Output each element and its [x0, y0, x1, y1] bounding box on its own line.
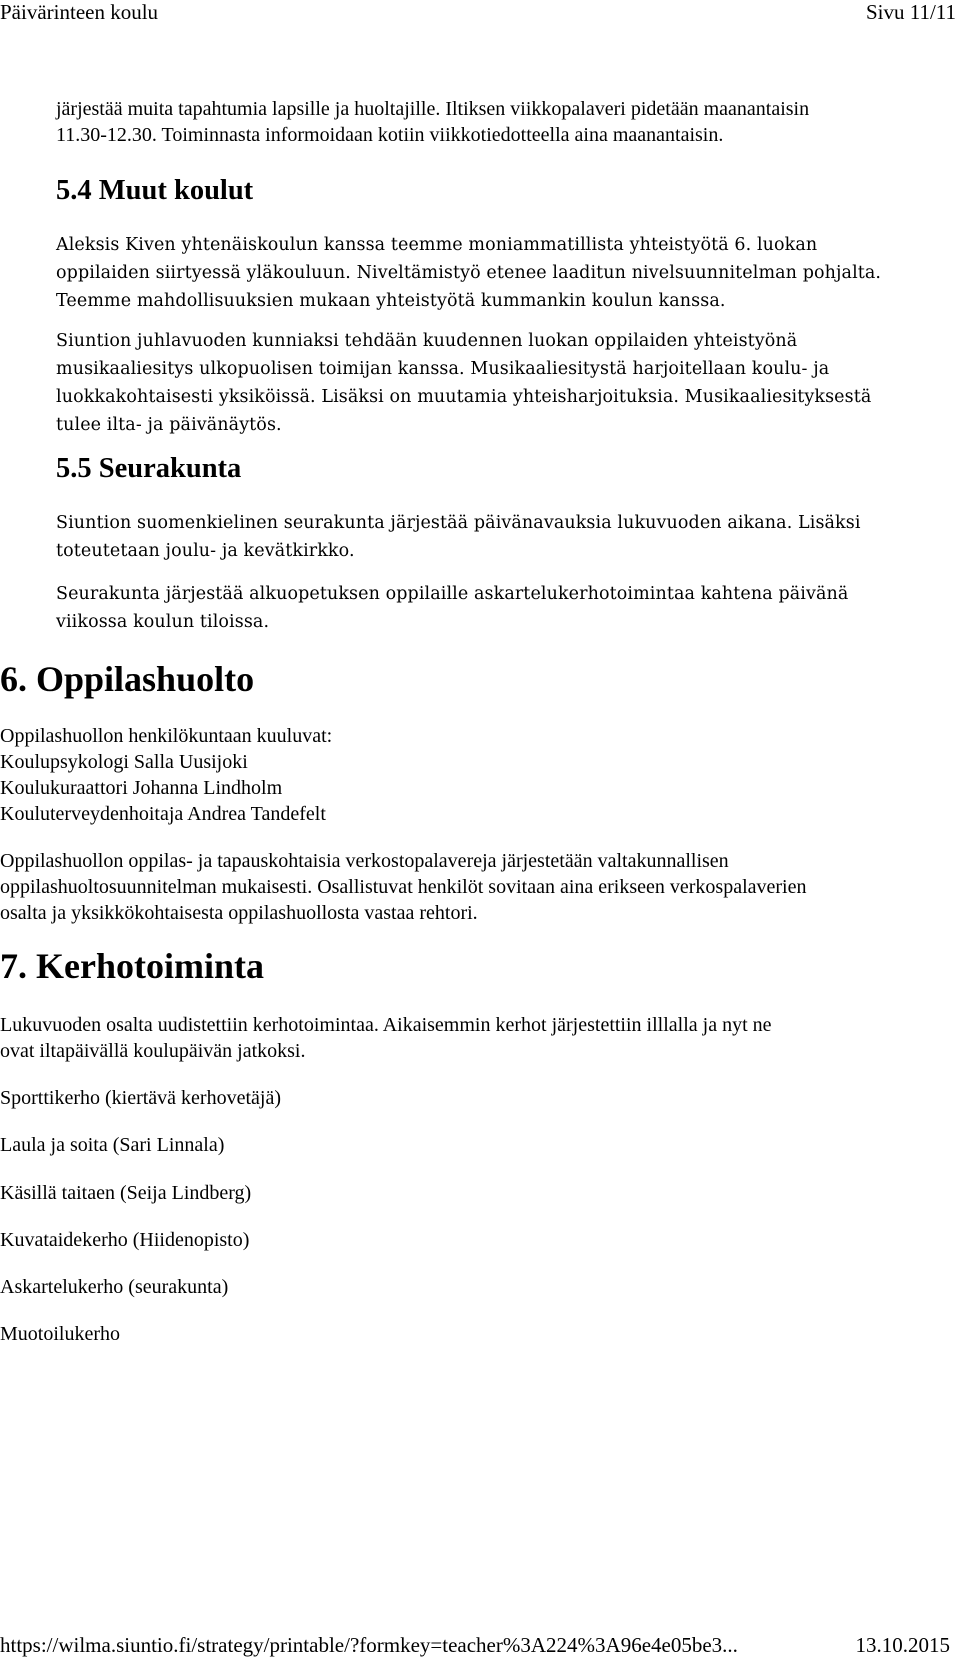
text-line: Koulukuraattori Johanna Lindholm	[0, 777, 283, 799]
club-item: Laula ja soita (Sari Linnala)	[0, 1134, 225, 1156]
text-line: Siuntion juhlavuoden kunniaksi tehdään kuudennen luokan oppilaiden yhteistyönä	[56, 331, 798, 351]
text-line: tulee ilta- ja päivänäytös.	[56, 415, 282, 435]
text-line: Kouluterveydenhoitaja Andrea Tandefelt	[0, 803, 326, 825]
text-line: oppilaiden siirtyessä yläkouluun. Niveltämistyö etenee laaditun nivelsuunnitelman pohjalta.	[56, 263, 882, 283]
page-number: Sivu 11/11	[865, 0, 956, 24]
text-line: Koulupsykologi Salla Uusijoki	[0, 751, 248, 773]
text-line: Siuntion suomenkielinen seurakunta järjestää päivänavauksia lukuvuoden aikana. Lisäksi	[56, 513, 861, 533]
section-heading-5-4: 5.4 Muut koulut	[56, 175, 254, 206]
section-5-4-paragraph-1	[56, 231, 881, 315]
text-line: musikaaliesitys ulkopuolisen toimijan kanssa. Musikaaliesitystä harjoitellaan koulu- ja	[56, 359, 830, 379]
text-line: Oppilashuollon henkilökuntaan kuuluvat:	[0, 725, 333, 747]
text-line: Seurakunta järjestää alkuopetuksen oppilaille askartelukerhotoimintaa kahtena päivänä	[56, 584, 849, 604]
club-item: Käsillä taitaen (Seija Lindberg)	[0, 1182, 252, 1204]
text-line: oppilashuoltosuunnitelman mukaisesti. Osallistuvat henkilöt sovitaan aina erikseen verkospalaverien	[0, 876, 807, 898]
text-line: järjestää muita tapahtumia lapsille ja huoltajille. Iltiksen viikkopalaveri pidetään maanantaisin	[56, 98, 810, 120]
club-item: Sporttikerho (kiertävä kerhovetäjä)	[0, 1087, 281, 1109]
text-line: Teemme mahdollisuuksien mukaan yhteistyötä kummankin koulun kanssa.	[56, 291, 726, 311]
page-url-link[interactable]: https://wilma.siuntio.fi/strategy/printable/?formkey=teacher%3A224%3A96e4e05be3...	[0, 1633, 738, 1657]
section-heading-5-5: 5.5 Seurakunta	[56, 453, 242, 484]
text-line: ovat iltapäivällä koulupäivän jatkoksi.	[0, 1040, 306, 1062]
section-heading-6: 6. Oppilashuolto	[0, 659, 255, 699]
section-6-staff-list	[0, 723, 332, 827]
text-line: Aleksis Kiven yhtenäiskoulun kanssa teemme moniammatillista yhteistyötä 6. luokan	[56, 235, 818, 255]
text-line: Oppilashuollon oppilas- ja tapauskohtaisia verkostopalavereja järjestetään valtakunnallisen	[0, 850, 729, 872]
text-line: toteutetaan joulu- ja kevätkirkko.	[56, 541, 355, 561]
section-heading-7: 7. Kerhotoiminta	[0, 946, 264, 986]
section-5-5-paragraph-2	[56, 580, 848, 636]
section-7-paragraph	[0, 1012, 772, 1064]
club-item: Askartelukerho (seurakunta)	[0, 1276, 229, 1298]
text-line: Lukuvuoden osalta uudistettiin kerhotoimintaa. Aikaisemmin kerhot järjestettiin illlalla ja nyt ne	[0, 1014, 772, 1036]
club-item: Kuvataidekerho (Hiidenopisto)	[0, 1229, 250, 1251]
text-line: luokkakohtaisesti yksiköissä. Lisäksi on muutamia yhteisharjoituksia. Musikaaliesityksestä	[56, 387, 872, 407]
page-header-title: Päivärinteen koulu	[0, 0, 159, 24]
intro-paragraph	[56, 96, 809, 148]
text-line: osalta ja yksikkökohtaisesta oppilashuollosta vastaa rehtori.	[0, 902, 478, 924]
section-5-4-paragraph-2	[56, 327, 871, 439]
text-line: viikossa koulun tiloissa.	[56, 612, 270, 632]
print-date: 13.10.2015	[855, 1633, 950, 1657]
section-5-5-paragraph-1	[56, 509, 861, 565]
section-6-paragraph	[0, 848, 806, 926]
club-item: Muotoilukerho	[0, 1323, 120, 1345]
text-line: 11.30-12.30. Toiminnasta informoidaan kotiin viikkotiedotteella aina maanantaisin.	[56, 124, 724, 146]
